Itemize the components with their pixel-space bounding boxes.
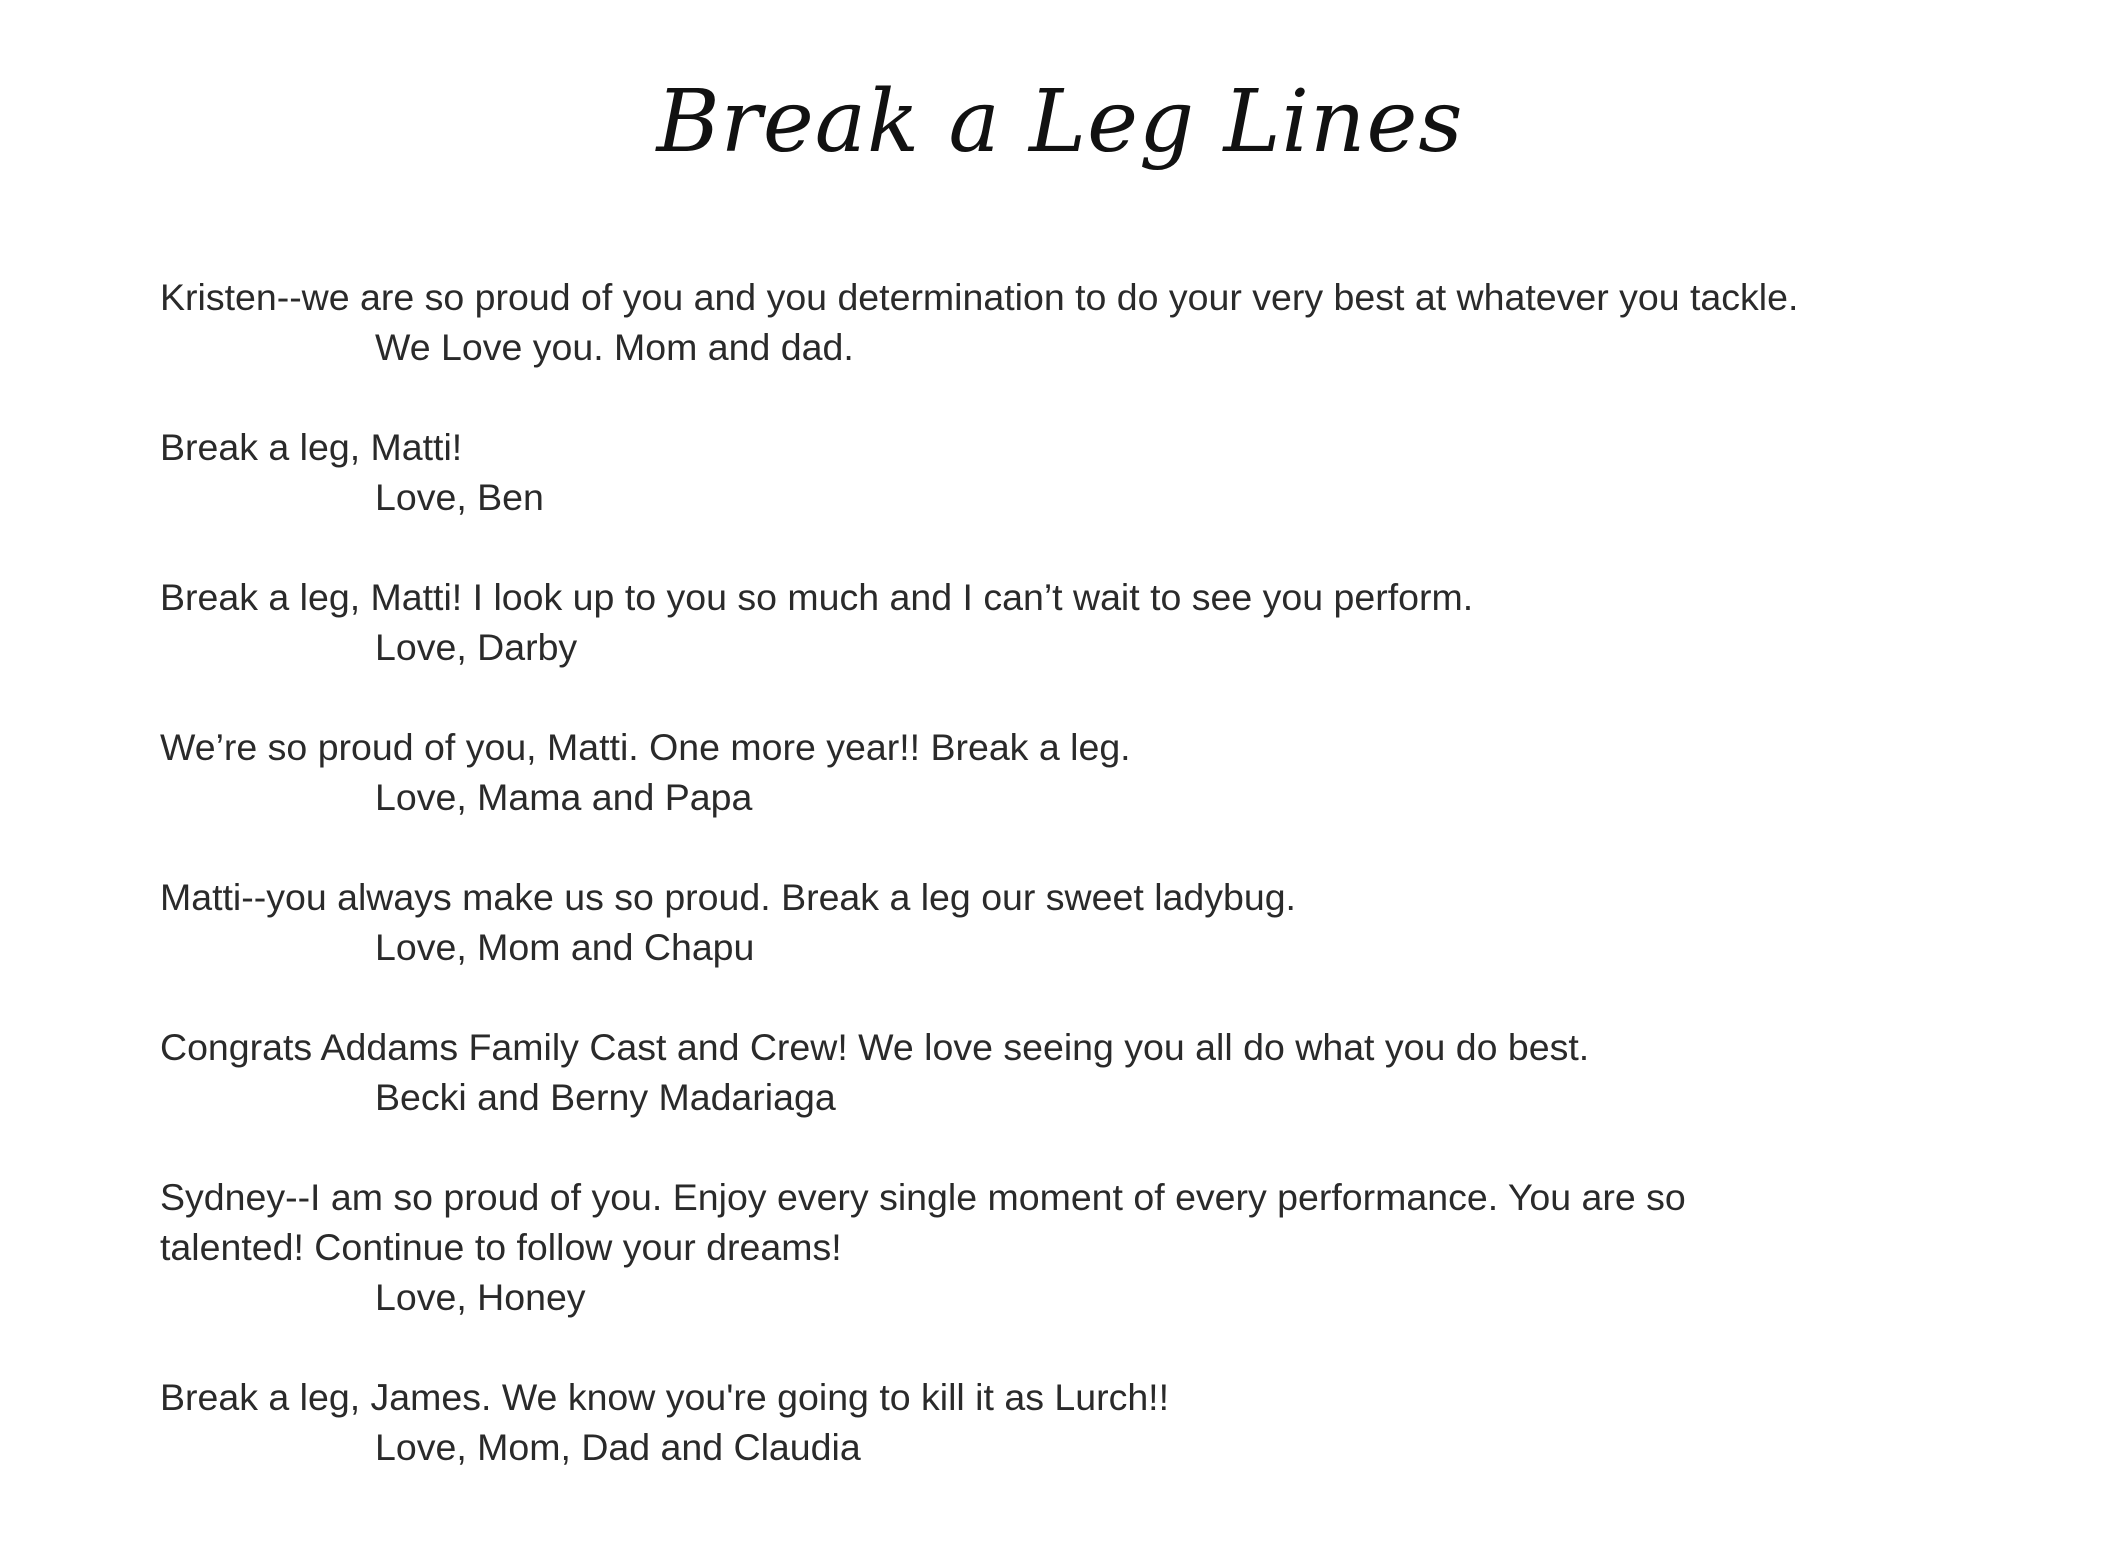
message-entry bbox=[160, 1372, 2040, 1472]
message-signature: Love, Mama and Papa bbox=[375, 776, 753, 818]
message-signature: Love, Mom, Dad and Claudia bbox=[375, 1426, 861, 1468]
message-entry bbox=[160, 1172, 2040, 1322]
message-entry bbox=[160, 872, 2040, 972]
message-entry bbox=[160, 572, 2040, 672]
message-entry bbox=[160, 722, 2040, 822]
message-signature: We Love you. Mom and dad. bbox=[375, 326, 854, 368]
message-text: Congrats Addams Family Cast and Crew! We love seeing you all do what you do best. bbox=[160, 1026, 1590, 1068]
message-signature: Love, Mom and Chapu bbox=[375, 926, 755, 968]
message-text: Sydney--I am so proud of you. Enjoy every single moment of every performance. You are so bbox=[160, 1176, 1686, 1218]
message-text: Break a leg, Matti! I look up to you so much and I can’t wait to see you perform. bbox=[160, 576, 1474, 618]
message-text: We’re so proud of you, Matti. One more year!! Break a leg. bbox=[160, 726, 1131, 768]
message-text: Break a leg, James. We know you're going to kill it as Lurch!! bbox=[160, 1376, 1170, 1418]
message-entry bbox=[160, 1022, 2040, 1122]
message-signature: Love, Ben bbox=[375, 476, 544, 518]
message-text: Matti--you always make us so proud. Break a leg our sweet ladybug. bbox=[160, 876, 1296, 918]
message-list bbox=[160, 272, 2040, 1522]
page-title: Break a Leg Lines bbox=[656, 72, 1464, 172]
message-entry bbox=[160, 422, 2040, 522]
message-text: talented! Continue to follow your dreams! bbox=[160, 1226, 842, 1268]
message-signature: Love, Darby bbox=[375, 626, 578, 668]
message-text: Break a leg, Matti! bbox=[160, 426, 463, 468]
message-entry bbox=[160, 272, 2040, 372]
message-signature: Becki and Berny Madariaga bbox=[375, 1076, 836, 1118]
message-text: Kristen--we are so proud of you and you determination to do your very best at whatever you tackle. bbox=[160, 276, 1799, 318]
message-signature: Love, Honey bbox=[375, 1276, 586, 1318]
